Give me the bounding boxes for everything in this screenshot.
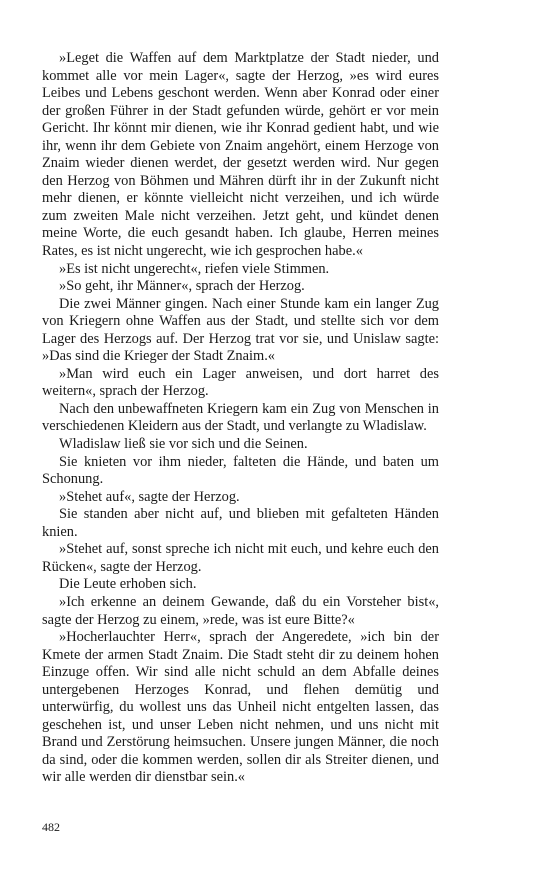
paragraph: Die zwei Männer gingen. Nach einer Stunde kam ein langer Zug von Kriegern ohne Waffen aus der Stadt, und stellte sich vor dem Lager des Herzogs auf. Der Herzog trat vor sie, und Unislaw sagte: »Das sind die Krieger der Stadt Znaim.« (42, 295, 439, 365)
paragraph: »Hocherlauchter Herr«, sprach der Angeredete, »ich bin der Kmete der armen Stadt Znaim. Die Stadt steht dir zu deinem hohen Einzuge offen. Wir sind alle nicht schuld an dem Abfalle deines untergebenen Herzoges Konrad, und flehen demütig und unterwürfig, du wollest uns das Unheil nicht entgelten lassen, das geschehen ist, und unser Leben nicht nehmen, und uns nicht mit Brand und Zerstörung heimsuchen. Unsere jungen Männer, die noch da sind, oder die kommen werden, sollen dir als Streiter dienen, und wir alle werden dir dienstbar sein.« (42, 629, 439, 786)
paragraph: »Stehet auf, sonst spreche ich nicht mit euch, und kehre euch den Rücken«, sagte der Herzog. (42, 541, 439, 575)
paragraph: »Leget die Waffen auf dem Marktplatze der Stadt nieder, und kommet alle vor mein Lager«, sagte der Herzog, »es wird eures Leibes und Lebens geschont werden. Wenn aber Konrad oder einer der großen Führer in der Stadt gefunden würde, gehört er vor mein Gericht. Ihr könnt mir dienen, wie ihr Konrad gedient habt, und wie ihr, wenn ihr dem Gebiete von Znaim angehört, einem Herzoge von Znaim wieder dienen werdet, der gesetzt werden wird. Nur gegen den Herzog von Böhmen und Mähren dürft ihr in der Zukunft nicht mehr dienen, er könnte vielleicht nicht verzeihen, und ich würde zum zweiten Male nicht verzeihen. Jetzt geht, und kündet denen meine Worte, die euch gesandt haben. Ich glaube, Herren meines Rates, es ist nicht ungerecht, wie ich gesprochen habe.« (42, 50, 439, 260)
paragraph: »Man wird euch ein Lager anweisen, und dort harret des weitern«, sprach der Herzog. (42, 365, 439, 400)
paragraph: Nach den unbewaffneten Kriegern kam ein Zug von Menschen in verschiedenen Kleidern aus der Stadt, und verlangte zu Wladislaw. (42, 400, 439, 435)
paragraph: »Stehet auf«, sagte der Herzog. (59, 488, 240, 505)
paragraph: Sie knieten vor ihm nieder, falteten die Hände, und baten um Schonung. (42, 453, 439, 488)
paragraph: »Ich erkenne an deinem Gewande, daß du ein Vorsteher bist«, sagte der Herzog zu einem, »rede, was ist eure Bitte?« (42, 593, 439, 628)
paragraph: »Es ist nicht ungerecht«, riefen viele Stimmen. (59, 260, 330, 277)
paragraph: Die Leute erhoben sich. (59, 576, 197, 593)
page-number: 482 (42, 820, 60, 834)
paragraph: Wladislaw ließ sie vor sich und die Seinen. (59, 436, 308, 453)
page-body (42, 50, 439, 787)
paragraph: Sie standen aber nicht auf, und blieben mit gefalteten Händen knien. (42, 506, 439, 540)
paragraph: »So geht, ihr Männer«, sprach der Herzog. (59, 278, 305, 295)
